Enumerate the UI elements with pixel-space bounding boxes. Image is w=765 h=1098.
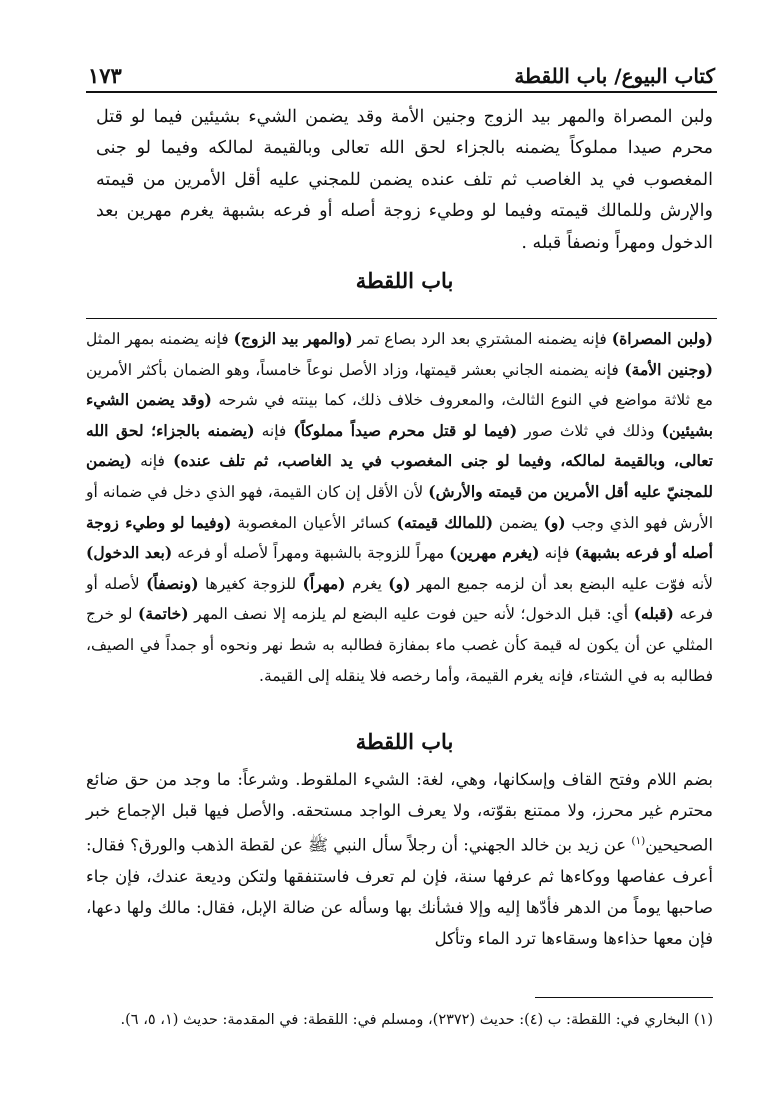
quoted-matn-text: (مهراً) (302, 573, 346, 593)
commentary-text: فإنه يضمنه الجاني بعشر قيمتها، وزاد الأصل نوعاً خامساً، وهو الضمان بأكثر الأمرين مع ثلاثة مواضع في النوع الثالث، والمعروف خلاف ذلك، كما بينته في شرحه (86, 360, 713, 410)
footnote-marker[interactable]: (١) (631, 835, 646, 847)
commentary-text: يضمن (493, 513, 544, 532)
commentary-text: مهراً للزوجة بالشبهة ومهراً لأصله أو فرعه (172, 544, 450, 563)
commentary-text: كسائر الأعيان المغصوبة (231, 513, 397, 532)
quoted-matn-text: (ولبن المصراة) (611, 329, 713, 348)
quoted-matn-text: (وفيما لو وطيء زوجة أصله أو فرعه بشبهة) (86, 512, 713, 563)
quoted-matn-text: (فيما لو قتل محرم صيداً مملوكاً) (293, 420, 518, 440)
commentary-text: فإنه (254, 421, 294, 440)
header-rule (86, 91, 717, 93)
commentary-text: يغرم (345, 574, 389, 593)
quoted-matn-text: (وقد يضمن الشيء بشيئين) (86, 390, 713, 440)
quoted-matn-text: (وجنين الأمة) (624, 359, 714, 379)
quoted-matn-text: (و) (543, 512, 566, 532)
commentary-text-part2: عن زيد بن خالد الجهني: أن رجلاً سأل النبي ﷺ عن لقطة الذهب والورق؟ فقال: أعرف عفاصها ووكاءها ثم عرفها سنة، فإن لم تعرف فاستنفقها ولتكن وديعة عندك، فإن جاء صاحبها يوماً من الدهر فأدّها إليه وإلا فشأنك بها وسأله عن ضالة الإبل، فقال: مالك ولها دعها، فإن معها حذاءها وسقاءها ترد الماء وتأكل (86, 835, 713, 948)
commentary-text: فإنه (539, 544, 575, 563)
quoted-matn-text: (ونصفاً) (146, 573, 199, 593)
quoted-matn-text: (والمهر بيد الزوج) (233, 329, 353, 348)
footnote-rule (535, 997, 713, 998)
footnote: (١) البخاري في: اللقطة: ب (٤): حديث (٢٣٧٢)، ومسلم في: اللقطة: في المقدمة: حديث (١، ٥، ٦). (120, 1012, 713, 1028)
page-header (88, 52, 715, 88)
quoted-matn-text: (قبله) (633, 604, 674, 624)
commentary-text: فإنه (131, 452, 174, 471)
commentary-text-part1: بضم اللام وفتح القاف وإسكانها، وهي، لغة: الشيء الملقوط. وشرعاً: ما وجد من حق ضائع محترم غير محرز، ولا ممتنع بقوّته، ولا يعرف الواجد مستحقه. والأصل فيها قبل الإجماع خبر الصحيحين (86, 770, 713, 855)
quoted-matn-text: (يضمن للمجنيّ عليه أقل الأمرين من قيمته والأرش) (86, 451, 713, 501)
quoted-matn-text: (خاتمة) (138, 604, 189, 624)
quoted-matn-text: (بعد الدخول) (86, 543, 173, 563)
section-heading-matn: باب اللقطة (355, 268, 454, 293)
commentary-text: فإنه يضمنه بمهر المثل (86, 330, 234, 348)
commentary-text: فإنه يضمنه المشتري بعد الرد بصاع تمر (352, 330, 612, 348)
page-number: ١٧٣ (88, 63, 122, 88)
matn-paragraph: ولبن المصراة والمهر بيد الزوج وجنين الأمة وقد يضمن الشيء بشيئين فيما لو قتل محرم صيدا مملوكاً يضمنه بالجزاء لحق الله تعالى وبالقيمة لمالكه وفيما لو جنى المغصوب في يد الغاصب ثم تلف عنده يضمن للمجني عليه أقل الأمرين من قيمته والإرش وللمالك قيمته وفيما لو وطيء زوجة أصله أو فرعه بشبهة يغرم مهرين بعد الدخول ومهراً ونصفاً قبله . (96, 107, 713, 253)
quoted-matn-text: (يضمنه بالجزاء؛ لحق الله تعالى، وبالقيمة لمالكه، وفيما لو جنى المغصوب في يد الغاصب، ثم تلف عنده) (86, 420, 713, 471)
commentary-text: أي: قبل الدخول؛ لأنه حين فوت عليه البضع لم يلزمه إلا نصف المهر (188, 605, 634, 624)
section-heading-commentary: باب اللقطة (355, 729, 454, 754)
commentary-text: لأصله أو فرعه (86, 574, 713, 624)
quoted-matn-text: (يغرم مهرين) (449, 543, 540, 563)
commentary-text: لأنه فوّت عليه البضع بعد أن لزمه جميع المهر (410, 574, 714, 593)
commentary-text: وذلك في ثلاث صور (517, 421, 662, 440)
commentary-paragraph (86, 764, 713, 954)
commentary-text: لو خرج المثلي عن أن يكون له قيمة كأن غصب ماء بمفازة فطالبه به شط نهر ونحوه أو جمداً في الصيف، فطالبه به في الشتاء، فإنه يغرم القيمة، وأما رخصه فلا ينقله إلى القيمة. (86, 605, 713, 685)
sharh-commentary (86, 324, 713, 691)
commentary-text: لأن الأقل إن كان القيمة، فهو الذي دخل في ضمانه أو الأرش فهو الذي وجب (86, 482, 713, 532)
quoted-matn-text: (للمالك قيمته) (396, 512, 494, 532)
quoted-matn-text: (و) (388, 573, 411, 593)
matn-sharh-separator (86, 318, 717, 319)
commentary-text: للزوجة كغيرها (198, 574, 303, 593)
running-title: كتاب البيوع/ باب اللقطة (514, 64, 715, 88)
